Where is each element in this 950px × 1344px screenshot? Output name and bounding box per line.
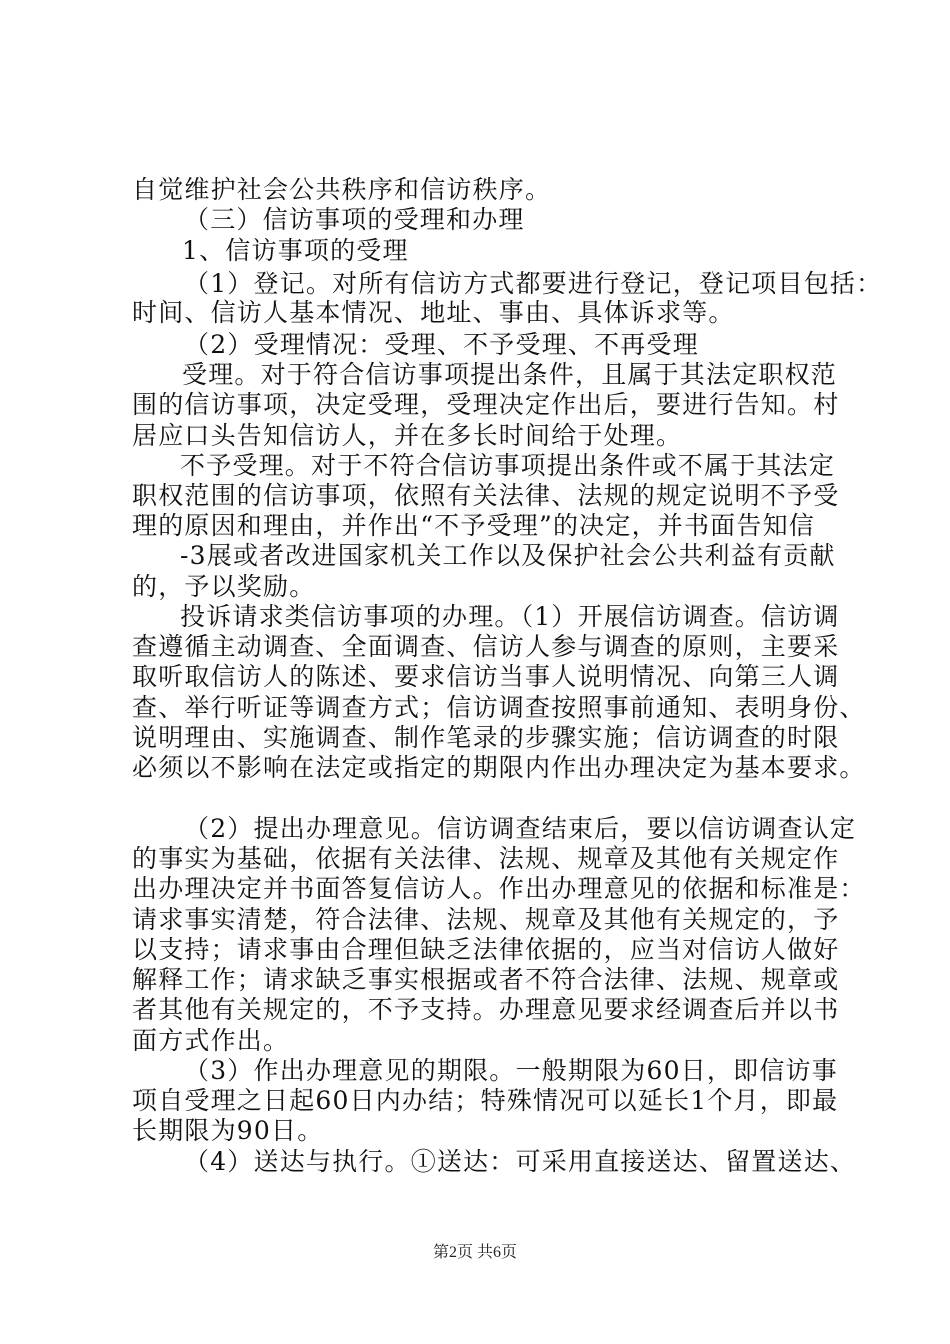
text-line: 请求事实清楚，符合法律、法规、规章及其他有关规定的，予	[132, 905, 840, 934]
text-line: 说明理由、实施调查、制作笔录的步骤实施；信访调查的时限	[132, 723, 840, 752]
text-line: 者其他有关规定的，不予支持。办理意见要求经调查后并以书	[132, 995, 840, 1024]
text-line: 受理。对于符合信访事项提出条件，且属于其法定职权范	[182, 360, 838, 389]
text-line: 面方式作出。	[132, 1026, 290, 1055]
section-heading: （三）信访事项的受理和办理	[184, 205, 525, 234]
text-line: 查遵循主动调查、全面调查、信访人参与调查的原则，主要采	[132, 632, 840, 661]
page-footer: 第2页 共6页	[432, 1244, 517, 1261]
text-line: 理的原因和理由，并作出“不予受理”的决定，并书面告知信	[132, 511, 815, 540]
text-line: 的，予以奖励。	[132, 572, 316, 601]
text-line: 出办理决定并书面答复信访人。作出办理意见的依据和标准是：	[132, 874, 866, 903]
text-line: -3展或者改进国家机关工作以及保护社会公共利益有贡献	[180, 541, 836, 570]
text-line: 的事实为基础，依据有关法律、法规、规章及其他有关规定作	[132, 844, 840, 873]
text-line: 时间、信访人基本情况、地址、事由、具体诉求等。	[132, 298, 735, 327]
text-line: （1）登记。对所有信访方式都要进行登记，登记项目包括：	[184, 269, 883, 298]
text-line: 查、举行听证等调查方式；信访调查按照事前通知、表明身份、	[132, 693, 866, 722]
text-line: 解释工作；请求缺乏事实根据或者不符合法律、法规、规章或	[132, 965, 840, 994]
text-line: 职权范围的信访事项，依照有关法律、法规的规定说明不予受	[132, 481, 840, 510]
text-line: 投诉请求类信访事项的办理。（1）开展信访调查。信访调	[180, 602, 840, 631]
text-line: （3）作出办理意见的期限。一般期限为60日，即信访事	[184, 1056, 838, 1085]
text-line: 必须以不影响在法定或指定的期限内作出办理决定为基本要求。	[132, 753, 866, 782]
text-line: 不予受理。对于不符合信访事项提出条件或不属于其法定	[180, 451, 836, 480]
text-line: 自觉维护社会公共秩序和信访秩序。	[132, 175, 552, 204]
text-line: 围的信访事项，决定受理，受理决定作出后，要进行告知。村	[132, 390, 840, 419]
subsection-heading: 1、信访事项的受理	[182, 236, 409, 265]
text-line: （2）提出办理意见。信访调查结束后，要以信访调查认定	[184, 814, 857, 843]
text-line: （2）受理情况：受理、不予受理、不再受理	[184, 330, 699, 359]
text-line: 居应口头告知信访人，并在多长时间给于处理。	[132, 421, 683, 450]
text-line: 以支持；请求事由合理但缺乏法律依据的，应当对信访人做好	[132, 935, 840, 964]
text-line: 项自受理之日起60日内办结；特殊情况可以延长1个月，即最	[132, 1086, 839, 1115]
text-line: （4）送达与执行。①送达：可采用直接送达、留置送达、	[184, 1147, 857, 1176]
text-line: 取听取信访人的陈述、要求信访当事人说明情况、向第三人调	[132, 662, 840, 691]
text-line: 长期限为90日。	[132, 1116, 324, 1145]
